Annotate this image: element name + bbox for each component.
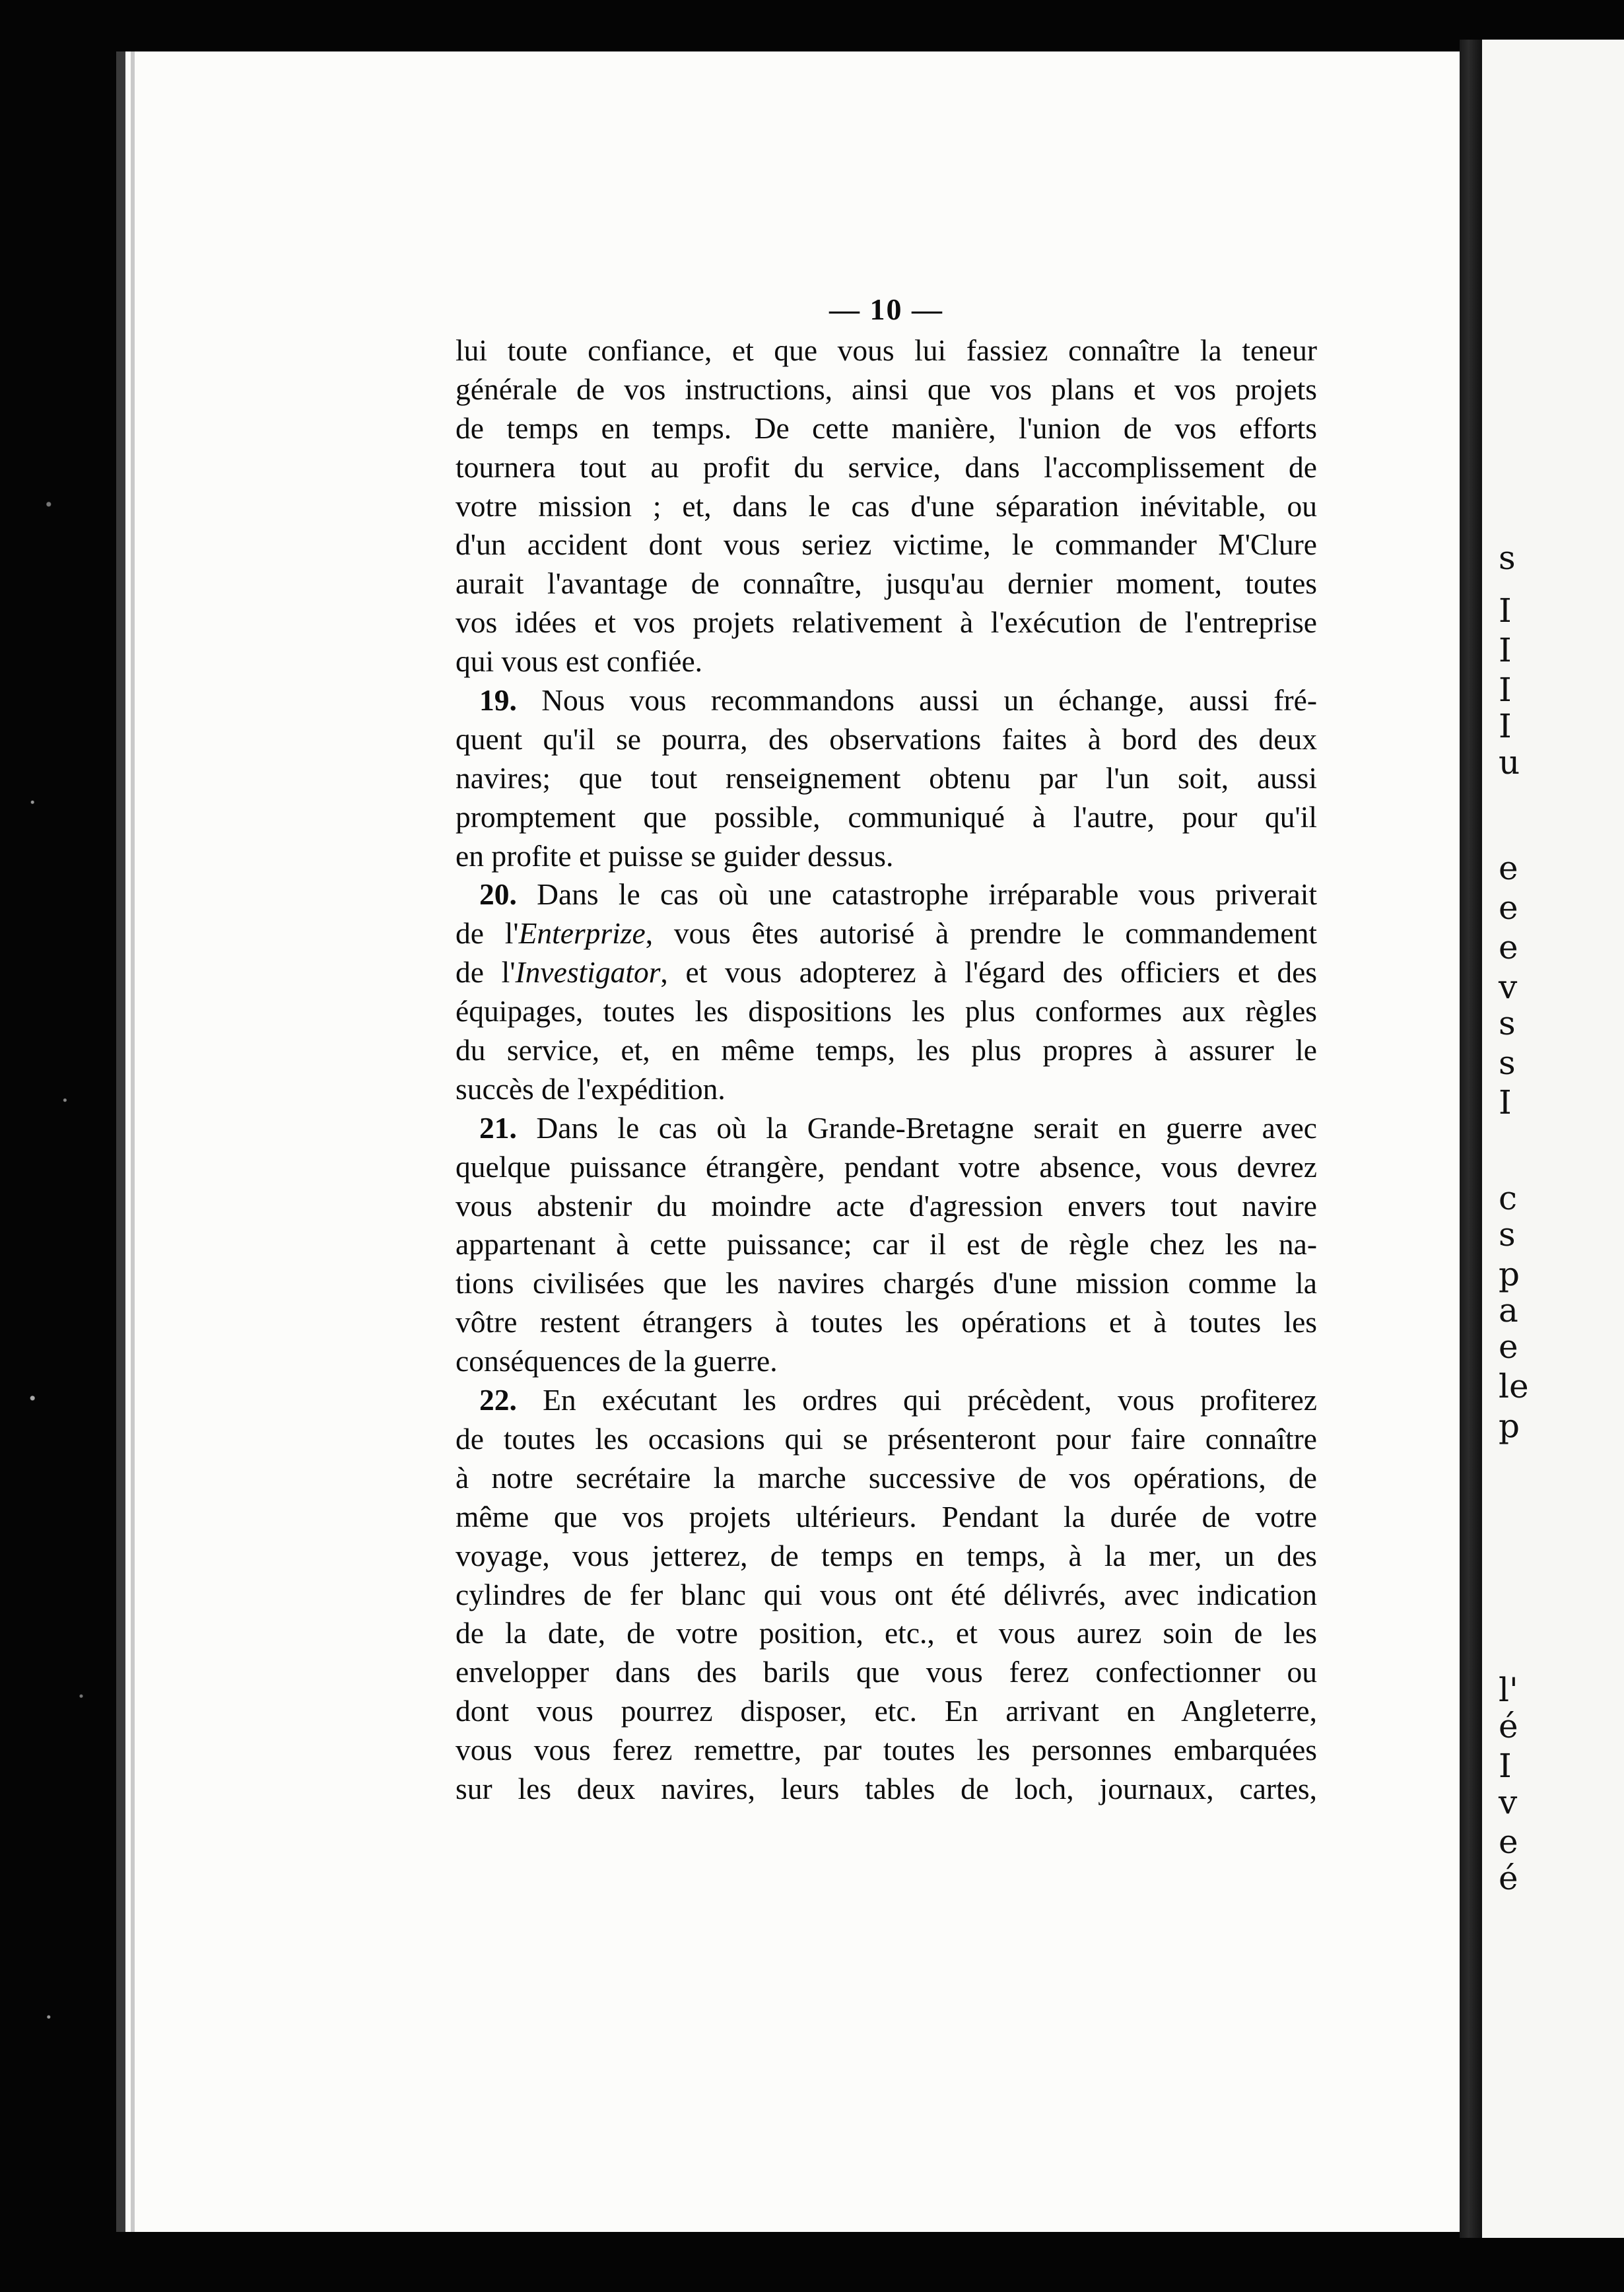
line-text: de temps en temps. De cette manière, l'union de vos efforts [456, 411, 1317, 445]
text-line [456, 1070, 1317, 1109]
facing-page-fragment: é [1499, 1707, 1518, 1745]
paragraph-number: 20. [479, 877, 517, 912]
facing-page-fragment: e [1499, 1823, 1518, 1861]
line-text: Dans le cas où la Grande-Bretagne serait en guerre avec [536, 1110, 1317, 1145]
line-text: navires; que tout renseignement obtenu par l'un soit, aussi [456, 760, 1317, 795]
line-text: de l' [456, 955, 516, 990]
text-line [456, 1459, 1317, 1498]
text-line [456, 1498, 1317, 1537]
facing-page-fragment: I [1499, 631, 1512, 669]
line-text: même que vos projets ultérieurs. Pendant la durée de votre [456, 1499, 1317, 1534]
book-gutter [1460, 40, 1482, 2238]
paragraph-number: 19. [479, 683, 517, 718]
text-line [456, 1420, 1317, 1459]
facing-page-fragment: I [1499, 707, 1512, 745]
text-line [456, 331, 1317, 370]
line-text: succès de l'expédition. [456, 1071, 726, 1106]
text-line [456, 1653, 1317, 1692]
text-line [456, 1731, 1317, 1770]
text-line [456, 1342, 1317, 1381]
facing-page-fragment: le [1499, 1367, 1529, 1405]
text-line [456, 1225, 1317, 1264]
line-text: équipages, toutes les dispositions les plus conformes aux règles [456, 994, 1317, 1028]
line-text: vous abstenir du moindre acte d'agression envers tout navire [456, 1188, 1317, 1223]
facing-page-fragment: I [1499, 1747, 1512, 1785]
facing-page-fragment: s [1499, 1044, 1516, 1082]
text-line [456, 1537, 1317, 1576]
text-line [456, 448, 1317, 487]
facing-page-fragment: u [1499, 743, 1520, 782]
line-text: quent qu'il se pourra, des observations faites à bord des deux [456, 722, 1317, 756]
page-body [456, 331, 1317, 1809]
line-text: générale de vos instructions, ainsi que vos plans et vos projets [456, 372, 1317, 406]
text-line [456, 1187, 1317, 1226]
line-text: conséquences de la guerre. [456, 1344, 778, 1378]
text-line [456, 1264, 1317, 1303]
facing-page-fragment: e [1499, 849, 1518, 887]
text-line [456, 525, 1317, 564]
text-line [456, 603, 1317, 642]
line-text: de toutes les occasions qui se présenteront pour faire connaître [456, 1421, 1317, 1456]
facing-page-fragment: e [1499, 889, 1518, 927]
line-text: aurait l'avantage de connaître, jusqu'au dernier moment, toutes [456, 566, 1317, 601]
facing-page-fragment: v [1499, 1783, 1518, 1821]
line-text: tournera tout au profit du service, dans l'accomplissement de [456, 450, 1317, 484]
text-line [456, 1614, 1317, 1653]
facing-page-fragment: s [1499, 1004, 1516, 1042]
text-line [456, 914, 1317, 953]
text-line [456, 1576, 1317, 1615]
facing-page-fragment: I [1499, 1083, 1512, 1122]
text-line [456, 642, 1317, 681]
facing-page-fragment: I [1499, 591, 1512, 630]
facing-page-fragment: p [1499, 1407, 1520, 1445]
text-line [456, 953, 1317, 992]
facing-page-fragment: I [1499, 671, 1512, 709]
line-text: tions civilisées que les navires chargés d'une mission comme la [456, 1266, 1317, 1300]
line-text: , et vous adopterez à l'égard des officiers et des [660, 955, 1317, 990]
facing-page-fragment: e [1499, 928, 1518, 966]
facing-page-fragment: é [1499, 1859, 1518, 1897]
text-line [456, 1692, 1317, 1731]
facing-page-fragment: s [1499, 1215, 1516, 1254]
facing-page-fragment: v [1499, 968, 1518, 1006]
line-text: quelque puissance étrangère, pendant votre absence, vous devrez [456, 1149, 1317, 1184]
text-line [456, 798, 1317, 837]
line-text: cylindres de fer blanc qui vous ont été délivrés, avec indication [456, 1577, 1317, 1611]
text-line [456, 1381, 1317, 1420]
line-text: de la date, de votre position, etc., et vous aurez soin de les [456, 1616, 1317, 1650]
text-line [456, 1109, 1317, 1148]
facing-page-fragment: c [1499, 1179, 1518, 1217]
line-text: en profite et puisse se guider dessus. [456, 838, 894, 873]
facing-page-fragment: p [1499, 1255, 1520, 1293]
ship-name: Enterprize [518, 916, 646, 951]
line-text: Nous vous recommandons aussi un échange, aussi fré- [541, 683, 1317, 718]
line-text: d'un accident dont vous seriez victime, le commander M'Clure [456, 527, 1317, 562]
page-number: — 10 — [829, 292, 943, 326]
facing-page-fragment: e [1499, 1328, 1518, 1366]
text-line [456, 1031, 1317, 1070]
page-text-block [456, 290, 1317, 1809]
facing-page-fragment: l' [1499, 1671, 1518, 1709]
line-text: vos idées et vos projets relativement à l'exécution de l'entreprise [456, 605, 1317, 640]
line-text: votre mission ; et, dans le cas d'une séparation inévitable, ou [456, 489, 1317, 523]
line-text: de l' [456, 916, 519, 951]
text-line [456, 759, 1317, 798]
line-text: voyage, vous jetterez, de temps en temps, à la mer, un des [456, 1538, 1317, 1572]
line-text: Dans le cas où une catastrophe irréparable vous priverait [537, 877, 1317, 912]
text-line [456, 409, 1317, 448]
text-line [456, 681, 1317, 720]
facing-page-fragment: a [1499, 1291, 1518, 1330]
line-text: du service, et, en même temps, les plus propres à assurer le [456, 1033, 1317, 1067]
text-line [456, 1148, 1317, 1187]
paragraph-number: 22. [479, 1383, 517, 1417]
line-text: envelopper dans des barils que vous ferez confectionner ou [456, 1655, 1317, 1689]
line-text: lui toute confiance, et que vous lui fassiez connaître la teneur [456, 333, 1317, 367]
line-text: , vous êtes autorisé à prendre le commandement [645, 916, 1317, 951]
text-line [456, 837, 1317, 876]
line-text: dont vous pourrez disposer, etc. En arrivant en Angleterre, [456, 1694, 1317, 1728]
text-line [456, 875, 1317, 914]
line-text: qui vous est confiée. [456, 644, 703, 679]
line-text: appartenant à cette puissance; car il est de règle chez les na- [456, 1227, 1317, 1262]
text-line [456, 370, 1317, 409]
line-text: vôtre restent étrangers à toutes les opérations et à toutes les [456, 1305, 1317, 1339]
line-text: à notre secrétaire la marche successive de vos opérations, de [456, 1460, 1317, 1495]
paragraph-number: 21. [479, 1110, 517, 1145]
text-line [456, 487, 1317, 526]
facing-page [1482, 40, 1624, 2238]
text-line [456, 564, 1317, 603]
line-text: vous vous ferez remettre, par toutes les personnes embarquées [456, 1733, 1317, 1767]
text-line [456, 992, 1317, 1031]
text-line [456, 720, 1317, 759]
text-line [456, 1770, 1317, 1809]
ship-name: Investigator [515, 955, 661, 990]
facing-page-fragment: s [1499, 539, 1516, 577]
text-line [456, 1303, 1317, 1342]
line-text: sur les deux navires, leurs tables de loch, journaux, cartes, [456, 1771, 1317, 1805]
line-text: promptement que possible, communiqué à l'autre, pour qu'il [456, 799, 1317, 834]
line-text: En exécutant les ordres qui précèdent, vous profiterez [543, 1383, 1317, 1417]
